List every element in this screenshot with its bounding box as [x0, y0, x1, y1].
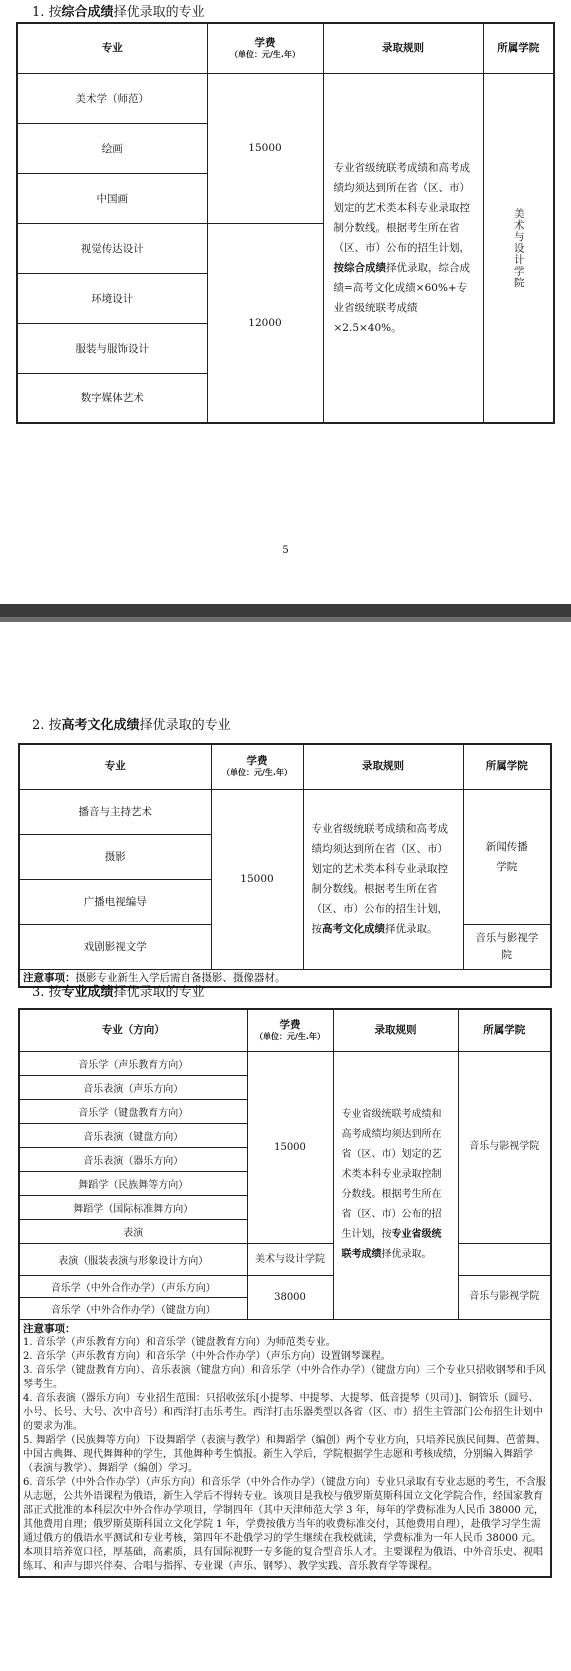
major-cell: 摄影	[19, 834, 211, 879]
table-header-row	[19, 744, 551, 789]
major-cell: 戏剧影视文学	[19, 924, 211, 969]
rule-text-end: 择优录取，综合成绩=高考文化成绩×60%+专业省级统联考成绩×2.5×40%。	[333, 261, 470, 334]
major-cell: 音乐学（中外合作办学）（声乐方向）	[19, 1275, 247, 1297]
major-cell: 音乐表演（声乐方向）	[19, 1075, 247, 1099]
heading-number: 1. 按	[32, 5, 62, 20]
major-cell: 音乐学（中外合作办学）（键盘方向）	[19, 1297, 247, 1319]
note-item: 4. 音乐表演（器乐方向）专业招生范围：只招收弦乐[小提琴、中提琴、大提琴、低音提琴（贝司）]、铜管乐（圆号、小号、长号、大号、次中音号）和西洋打击乐考生。西洋打击乐器类型以各省（区、市）招生主管部门公布招生计划中的要求为准。	[23, 1392, 543, 1432]
heading-rest: 择优录取的专业	[113, 5, 205, 20]
major-cell: 服装与服饰设计	[17, 323, 207, 373]
heading-rest: 择优录取的专业	[139, 718, 231, 733]
rule-text: 专业省级统联考成绩和高考成绩均须达到所在省（区、市）划定的艺术类本科专业录取控制分数线。根据考生所在省（区、市）公布的招生计划，	[333, 161, 470, 254]
header-major: 专业	[17, 23, 207, 73]
heading-number: 3. 按	[32, 985, 62, 1000]
rule-cell	[303, 789, 463, 969]
college-cell	[247, 1243, 333, 1275]
major-cell: 表演	[19, 1219, 247, 1243]
section-3-heading	[32, 985, 205, 1001]
heading-number: 2. 按	[32, 718, 62, 733]
table-professional-score	[18, 1008, 552, 1578]
heading-bold: 综合成绩	[61, 5, 114, 20]
rule-text: 专业省级统联考成绩和高考成绩均须达到所在省（区、市）划定的艺术类本科专业录取控制分数线。根据考生所在省（区、市）公布的招生计划，按	[341, 1109, 442, 1240]
rule-text-end: 择优录取。	[381, 1249, 432, 1260]
rule-cell	[323, 73, 483, 423]
header-fee-label: 学费	[246, 755, 268, 768]
major-cell: 广播电视编导	[19, 879, 211, 924]
header-college: 所属学院	[458, 1009, 551, 1051]
header-fee	[207, 23, 323, 73]
college-label: 音乐与影视学院	[469, 1291, 540, 1302]
rule-cell	[333, 1051, 458, 1319]
header-fee-unit: （单位：元/生.年）	[255, 1031, 325, 1041]
major-cell: 环境设计	[17, 273, 207, 323]
note-label: 注意事项：	[23, 971, 76, 984]
major-cell: 舞蹈学（民族舞等方向）	[19, 1171, 247, 1195]
major-cell: 音乐表演（键盘方向）	[19, 1123, 247, 1147]
header-college: 所属学院	[463, 744, 551, 789]
rule-text-end: 择优录取。	[385, 923, 438, 935]
fee-cell: 12000	[207, 223, 323, 423]
major-cell: 舞蹈学（国际标准舞方向）	[19, 1195, 247, 1219]
college-label: 美术与设计学院	[512, 207, 525, 288]
header-college: 所属学院	[483, 23, 554, 73]
heading-bold: 高考文化成绩	[61, 718, 140, 733]
fee-cell: 38000	[247, 1275, 333, 1319]
header-rule: 录取规则	[303, 744, 463, 789]
section-2-heading	[32, 718, 231, 734]
college-cell	[483, 73, 554, 423]
header-rule: 录取规则	[333, 1009, 458, 1051]
college-label: 美术与设计学院	[255, 1253, 325, 1265]
header-fee-unit: （单位：元/生.年）	[222, 768, 292, 778]
major-cell: 美术学（师范）	[17, 73, 207, 123]
college-cell	[463, 789, 551, 924]
page-break-shadow	[0, 617, 571, 622]
note-item: 3. 音乐学（键盘教育方向）、音乐表演（键盘方向）和音乐学（中外合作办学）（键盘方向）三个专业只招收钢琴和手风琴考生。	[23, 1364, 546, 1390]
major-cell: 表演（服装表演与形象设计方向）	[19, 1243, 247, 1275]
table-row	[19, 1275, 551, 1297]
college-cell	[458, 1051, 551, 1243]
table-row	[19, 789, 551, 834]
college-cell	[463, 924, 551, 969]
header-fee	[247, 1009, 333, 1051]
college-cell	[458, 1275, 551, 1319]
major-cell: 音乐学（声乐教育方向）	[19, 1051, 247, 1075]
fee-cell: 15000	[211, 789, 303, 969]
college-label: 音乐与影视学院	[469, 1141, 540, 1152]
header-major: 专业（方向）	[19, 1009, 247, 1051]
major-cell: 视觉传达设计	[17, 223, 207, 273]
heading-rest: 择优录取的专业	[113, 985, 205, 1000]
note-item: 2. 音乐学（声乐教育方向）和音乐学（中外合作办学）（声乐方向）设置钢琴课程。	[23, 1350, 391, 1362]
rule-bold-text: 按综合成绩	[333, 261, 386, 274]
rule-bold-text: 专业省级统联考成绩	[341, 1229, 442, 1260]
table-row	[19, 1051, 551, 1075]
table-row	[17, 73, 554, 123]
major-cell: 绘画	[17, 123, 207, 173]
rule-bold-text: 高考文化成绩	[322, 923, 385, 935]
note-item: 1. 音乐学（声乐教育方向）和音乐学（键盘教育方向）为师范类专业。	[23, 1336, 336, 1348]
major-cell: 播音与主持艺术	[19, 789, 211, 834]
header-major: 专业	[19, 744, 211, 789]
note-item: 5. 舞蹈学（民族舞等方向）下设舞蹈学（表演与教学）和舞蹈学（编创）两个专业方向，只培养民族民间舞、芭蕾舞、中国古典舞、现代舞舞种的学生，其他舞种考生慎报。新生入学后，学院根据学生志愿和考核成绩，分别编入舞蹈学（表演与教学）、舞蹈学（编创）学习。	[23, 1434, 546, 1474]
note-item: 6. 音乐学（中外合作办学）（声乐方向）和音乐学（中外合作办学）（键盘方向）专业只录取有专业志愿的考生，不含服从志愿，公共外语课程为俄语，新生入学后不得转专业。该项目是我校与俄罗斯莫斯科国立文化学院合作，经国家教育部正式批准的本科层次中外合作办学项目，学制四年（其中天津师范大学 3 年，每年的学费标准为人民币 38000 元，其他费用自理；俄罗斯莫斯科国立文化学院 1 年，学费按俄方当年的收费标准交付，其他费用自理），赴俄学习学生需通过俄方的俄语水平测试和专业考核，第四年不赴俄学习的学生继续在我校就读，学费标准为一年人民币 38000 元。本项目培养宽口径，厚基础，高素质，具有国际视野一专多能的复合型音乐人才。主要课程为俄语、中外音乐史、视唱练耳、和声与即兴伴奏、合唱与指挥、专业课（声乐、钢琴）、教学实践、音乐教育学等课程。	[23, 1476, 546, 1572]
table-header-row	[17, 23, 554, 73]
header-rule: 录取规则	[323, 23, 483, 73]
table-header-row	[19, 1009, 551, 1051]
college-label: 音乐与影视学院	[475, 931, 539, 961]
table-comprehensive-score	[16, 22, 555, 424]
heading-bold: 专业成绩	[61, 985, 114, 1000]
page-number: 5	[282, 545, 289, 556]
table-row	[19, 1243, 551, 1275]
notes-title: 注意事项：	[23, 1322, 76, 1335]
notes-cell	[19, 1319, 551, 1577]
note-text: 摄影专业新生入学后需自备摄影、摄像器材。	[75, 971, 286, 984]
rule-text: 专业省级统联考成绩和高考成绩均须达到所在省（区、市）划定的艺术类本科专业录取控制分数线。根据考生所在省（区、市）公布的招生计划，按	[311, 823, 448, 935]
table-gaokao-score	[18, 743, 552, 988]
header-fee-label: 学费	[279, 1018, 301, 1031]
notes-row	[19, 1319, 551, 1577]
college-label: 新闻传播学院	[485, 840, 528, 873]
header-fee-label: 学费	[254, 36, 276, 49]
fee-cell: 15000	[247, 1051, 333, 1243]
header-fee	[211, 744, 303, 789]
major-cell: 音乐学（键盘教育方向）	[19, 1099, 247, 1123]
major-cell: 音乐表演（器乐方向）	[19, 1147, 247, 1171]
header-fee-unit: （单位：元/生.年）	[230, 49, 300, 59]
section-1-heading	[32, 5, 205, 21]
major-cell: 中国画	[17, 173, 207, 223]
major-cell: 数字媒体艺术	[17, 373, 207, 423]
fee-cell: 15000	[207, 73, 323, 223]
